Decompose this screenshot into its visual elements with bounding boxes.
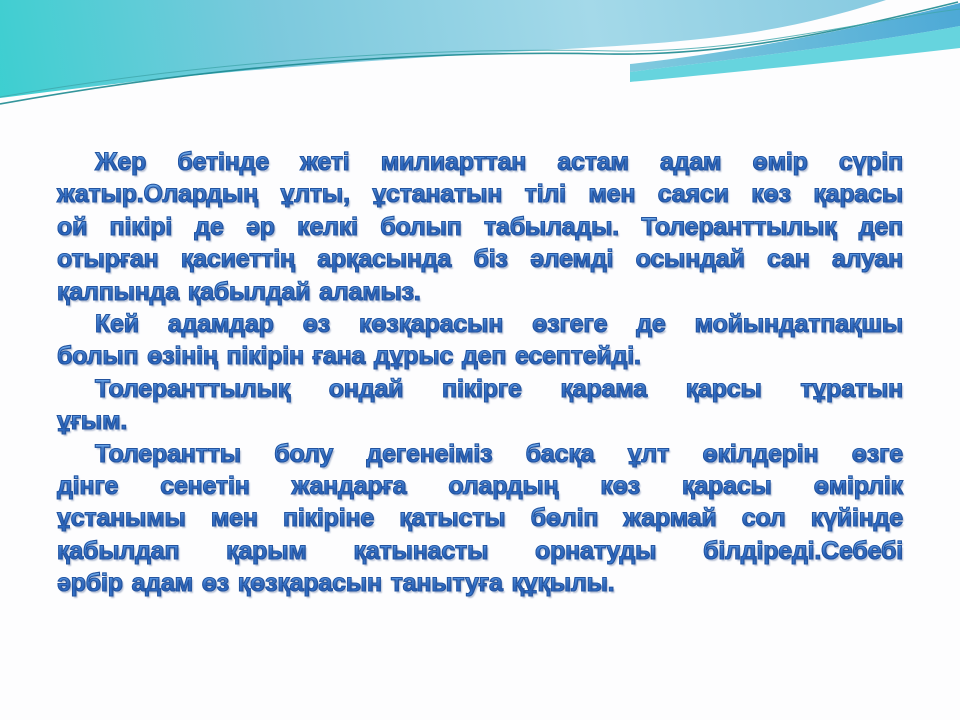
text-line: ұстанымы мен пікіріне қатысты бөліп жармай сол күйінде [57, 502, 903, 534]
text-line: қалпында қабылдай аламыз. [57, 276, 903, 308]
text-line: жатыр.Олардың ұлты, ұстанатын тілі мен саяси көз қарасы [57, 178, 903, 210]
wave-main-blue [0, 0, 886, 98]
text-line: болып өзінің пікірін ғана дұрыс деп есептейді. [57, 340, 903, 372]
text-line: Жер бетінде жеті милиарттан астам адам өмір сүріп [57, 146, 903, 178]
text-line: ой пікірі де әр келкі болып табылады. Толеранттылық деп [57, 211, 903, 243]
wave-swoosh-line-dark [0, 2, 958, 104]
text-line: әрбір адам өз қөзқарасын танытуға құқылы. [57, 567, 903, 599]
text-line: дінге сенетін жандарға олардың көз қарасы өмірлік [57, 470, 903, 502]
slide-text-block [57, 146, 903, 600]
text-line: Кей адамдар өз көзқарасын өзгеге де мойындатпақшы [57, 308, 903, 340]
text-line: Толерантты болу дегенеіміз басқа ұлт өкілдерін өзге [57, 438, 903, 470]
wave-swoosh-line-light [0, 9, 960, 97]
text-line: отырған қасиеттің арқасында біз әлемді осындай сан алуан [57, 243, 903, 275]
text-line: ұғым. [57, 405, 903, 437]
wave-band-teal [630, 26, 960, 82]
text-line: Толеранттылық ондай пікірге қарама қарсы тұратын [57, 373, 903, 405]
header-wave-graphic [0, 0, 960, 150]
text-line: қабылдап қарым қатынасты орнатуды білдіреді.Себебі [57, 535, 903, 567]
wave-band-blue [630, 3, 960, 72]
